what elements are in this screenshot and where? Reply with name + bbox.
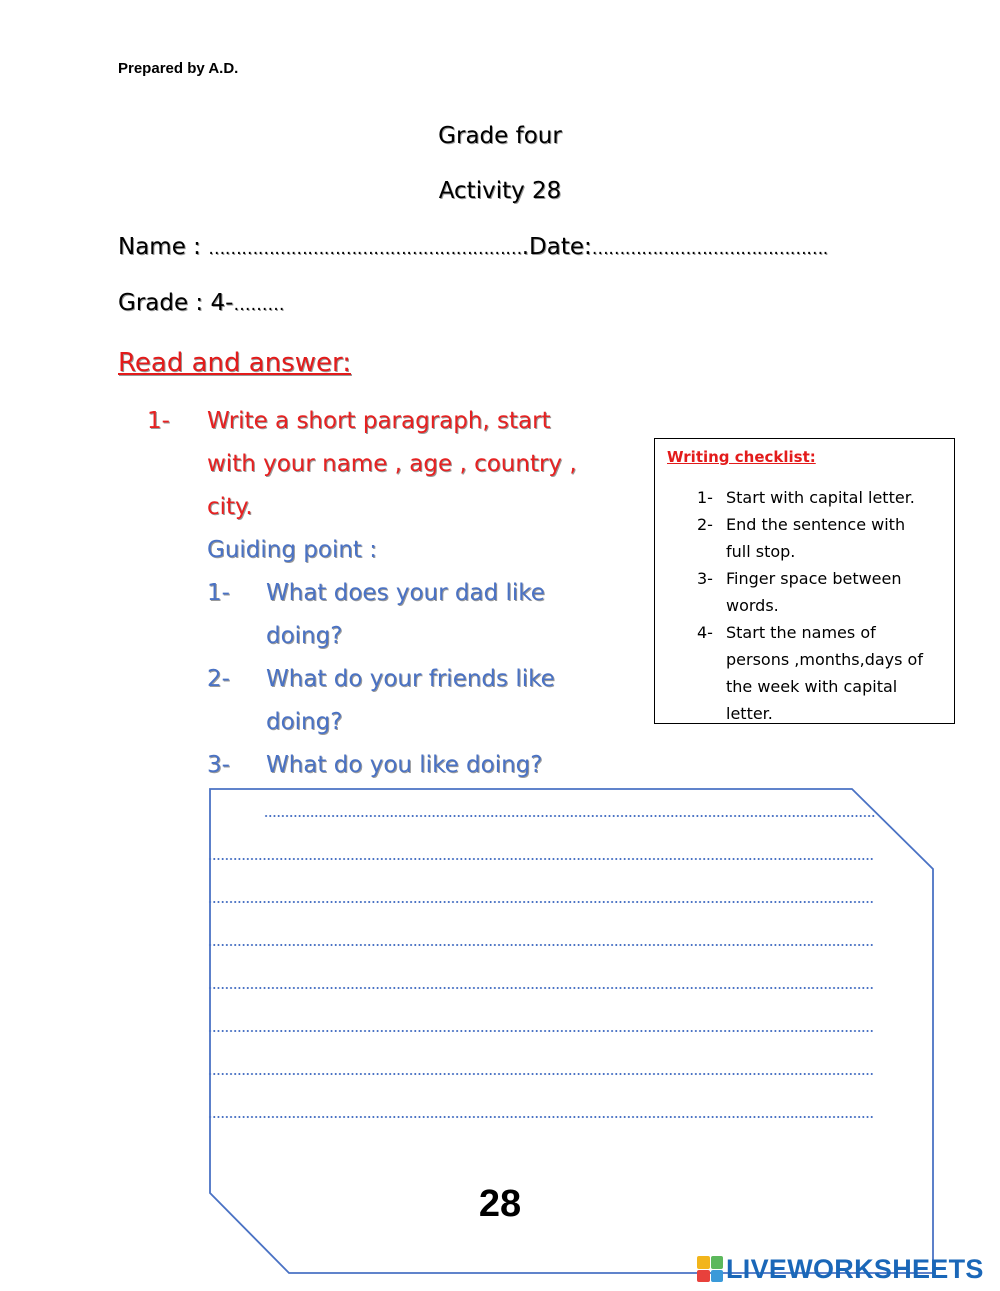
question-text-line: with your name , age , country , (207, 451, 577, 477)
checklist-item-number: 3- (697, 569, 713, 588)
checklist-item-number: 1- (697, 488, 713, 507)
writing-line[interactable] (208, 858, 874, 860)
checklist-item-text: full stop. (726, 542, 796, 561)
writing-line[interactable] (208, 987, 874, 989)
writing-line[interactable] (208, 901, 874, 903)
writing-line[interactable] (208, 1116, 874, 1118)
checklist-item-text: Finger space between (726, 569, 902, 588)
checklist-item-text: End the sentence with (726, 515, 906, 534)
checklist-item-text: words. (726, 596, 779, 615)
grade-field[interactable]: ……… (233, 295, 285, 315)
date-field[interactable]: ……………………………………. (591, 239, 828, 259)
grade-label: Grade : 4- (118, 290, 234, 316)
liveworksheets-logo[interactable] (697, 1253, 984, 1285)
question-text-line: city. (207, 494, 253, 520)
date-label: .Date: (521, 234, 592, 260)
writing-line[interactable] (208, 944, 874, 946)
guiding-point-text: What do your friends like (266, 666, 555, 692)
prepared-by: Prepared by A.D. (118, 60, 239, 77)
checklist-item-number: 2- (697, 515, 713, 534)
instructions-heading: Read and answer: (118, 348, 351, 378)
liveworksheets-logo-icon (697, 1256, 723, 1282)
guiding-point-text: What does your dad like (266, 580, 545, 606)
checklist-item-number: 4- (697, 623, 713, 642)
checklist-item-text: Start the names of (726, 623, 876, 642)
name-label: Name : (118, 234, 209, 260)
activity-title: Activity 28 (438, 178, 562, 204)
writing-line[interactable] (208, 1030, 874, 1032)
checklist-item-text: persons ,months,days of (726, 650, 923, 669)
checklist-item-text: letter. (726, 704, 773, 723)
grade-title: Grade four (438, 123, 562, 149)
guiding-point-number: 1- (207, 580, 230, 606)
guiding-point-text: doing? (266, 623, 343, 649)
checklist-item-text: the week with capital (726, 677, 898, 696)
question-number: 1- (147, 408, 170, 434)
guiding-point-text: What do you like doing? (266, 752, 543, 778)
page-number: 28 (478, 1183, 522, 1225)
question-text-line: Write a short paragraph, start (207, 408, 551, 434)
checklist-item-text: Start with capital letter. (726, 488, 915, 507)
guiding-point-number: 2- (207, 666, 230, 692)
checklist-title: Writing checklist: (667, 448, 816, 466)
name-field[interactable]: ………………………………………………… (208, 239, 522, 259)
writing-line[interactable] (208, 1073, 874, 1075)
guiding-point-text: doing? (266, 709, 343, 735)
guiding-point-number: 3- (207, 752, 230, 778)
guiding-point-title: Guiding point : (207, 537, 377, 563)
brand-name: LIVEWORKSHEETS (726, 1253, 984, 1284)
writing-line[interactable] (264, 815, 876, 817)
